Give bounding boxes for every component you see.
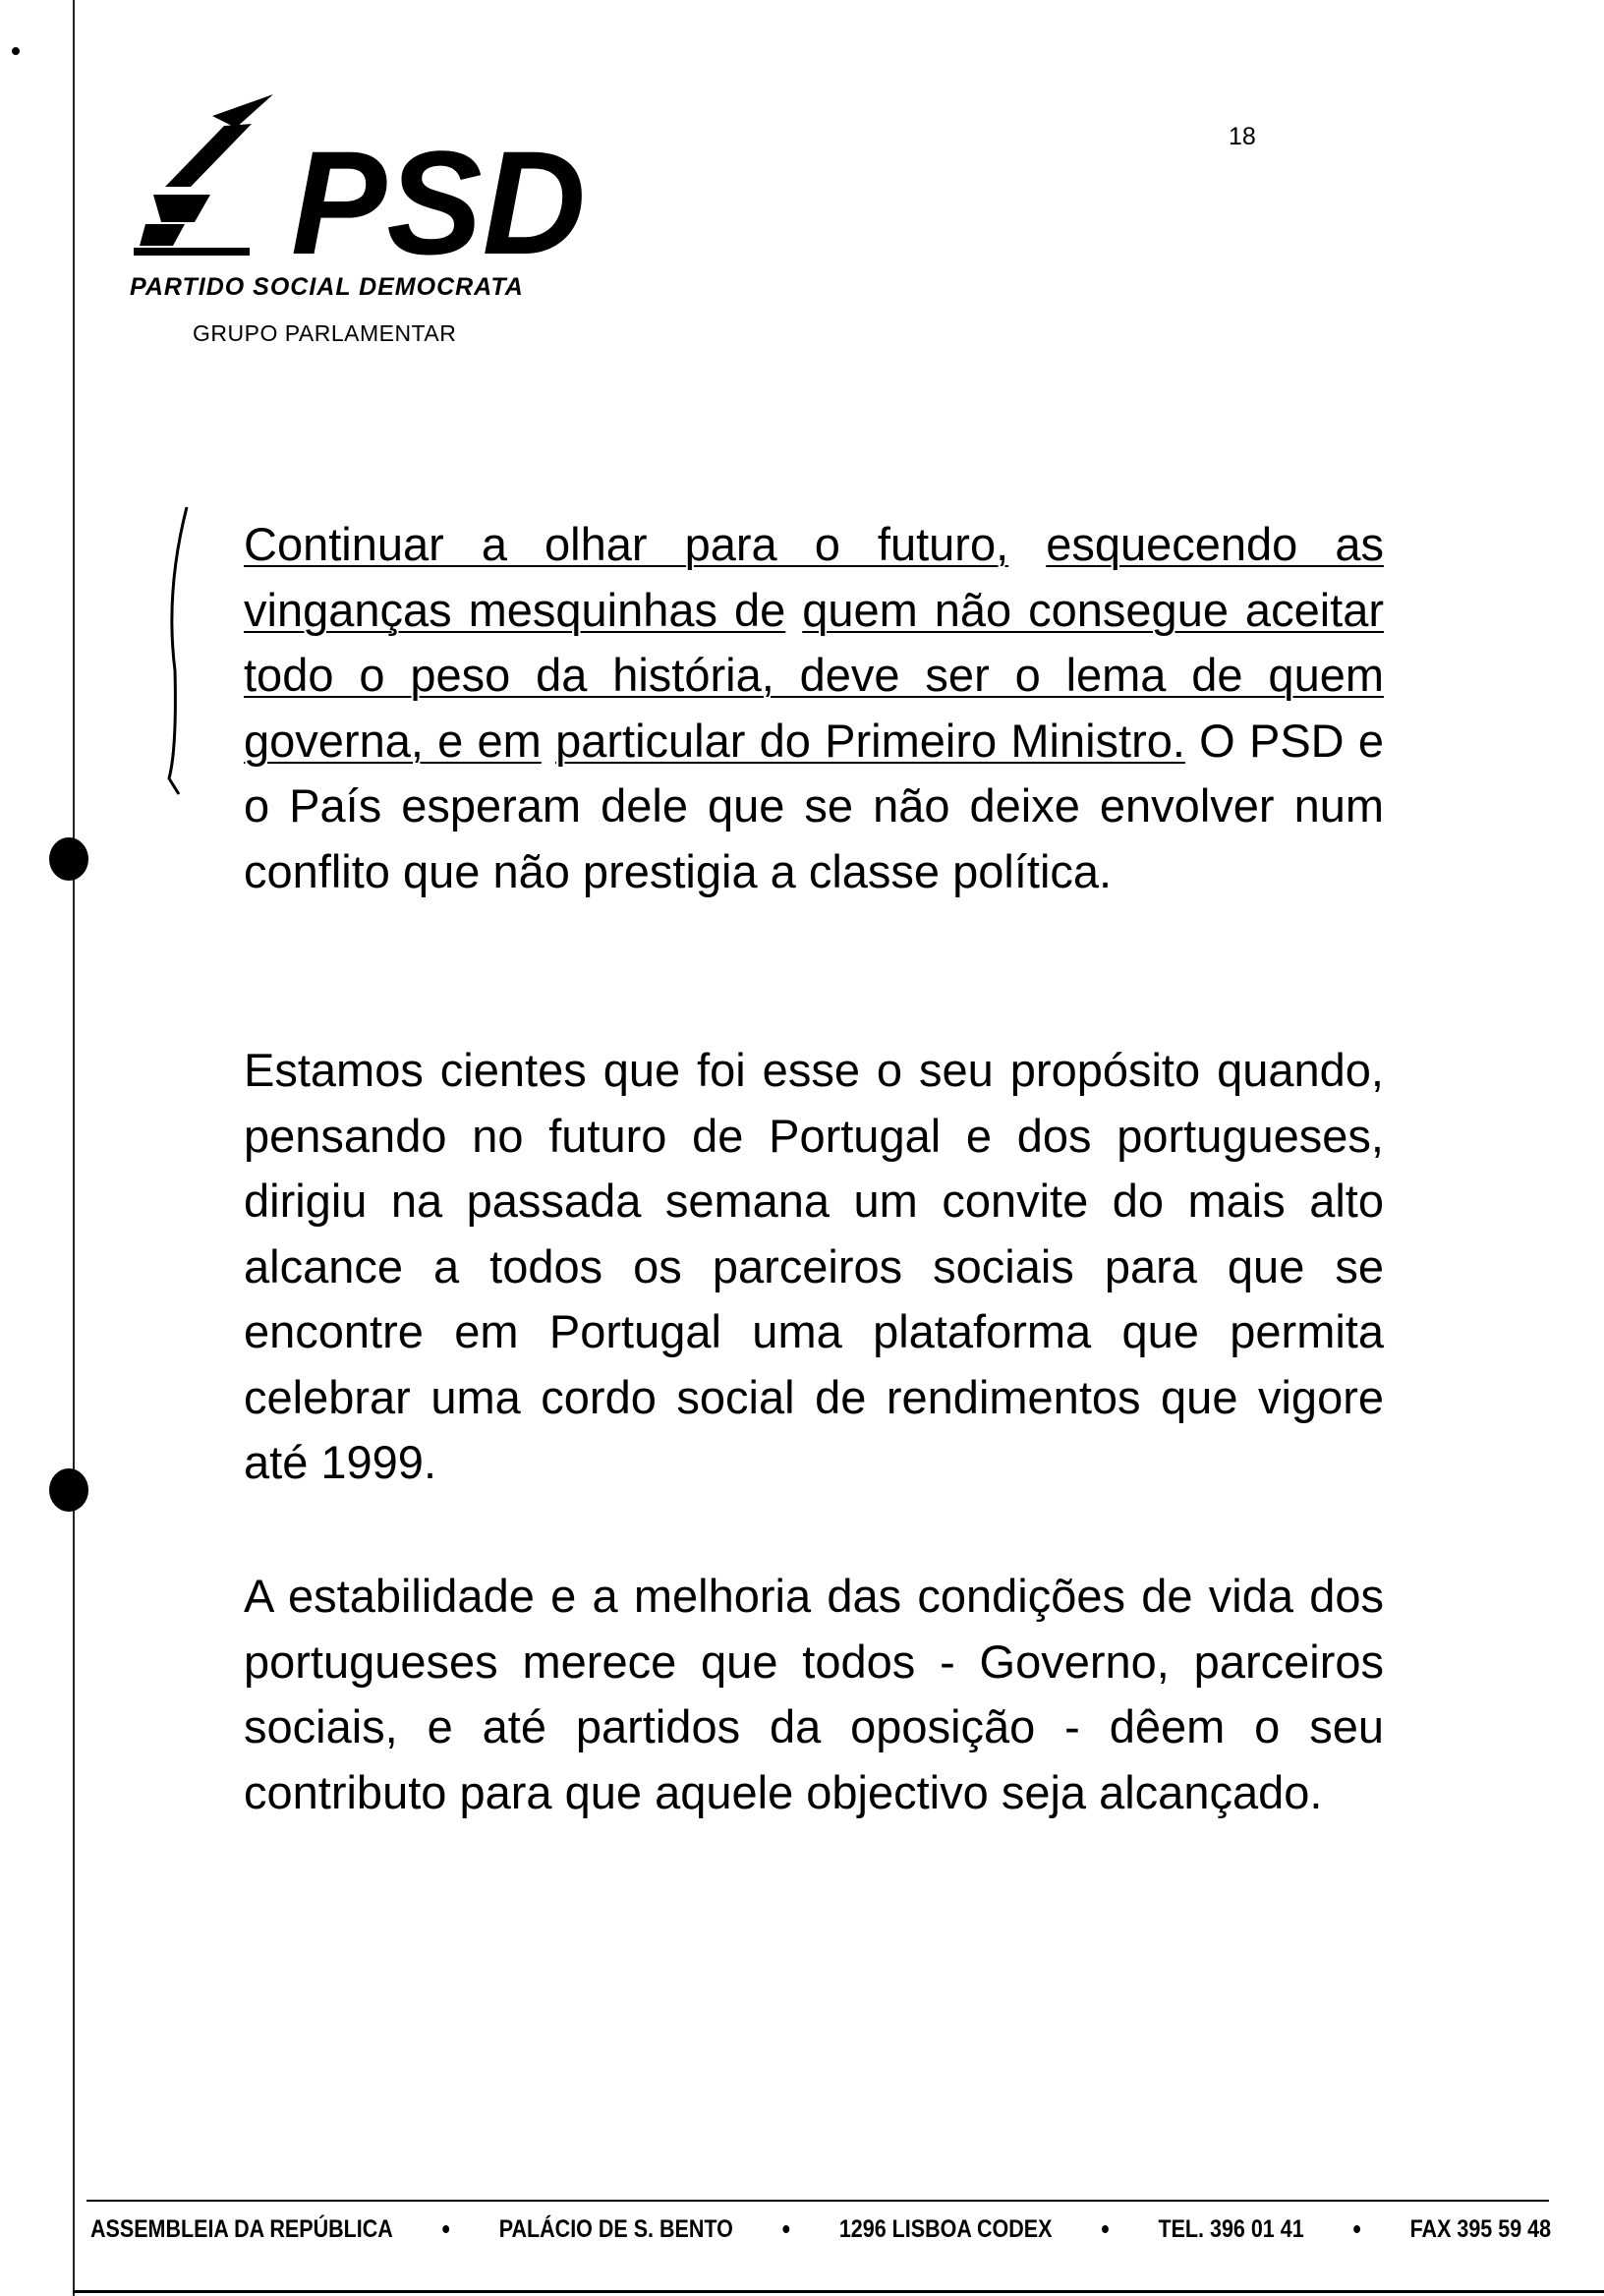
footer-item: 1296 LISBOA CODEX — [838, 2214, 1053, 2243]
footer-separator: • — [1101, 2213, 1110, 2244]
footer-separator: • — [781, 2213, 791, 2244]
left-margin-line — [73, 0, 75, 2296]
paragraph-3: A estabilidade e a melhoria das condições de vida dos portugueses merece que todos - Governo, parceiros sociais, e até partidos da oposição - dêem o seu contributo para que aquele objectivo seja alcançado. — [244, 1570, 1384, 1818]
page-number: 18 — [1229, 123, 1256, 150]
logo-text: PSD — [291, 120, 586, 268]
margin-bracket-mark — [163, 503, 202, 798]
footer-address — [90, 2213, 1551, 2245]
footer-item: PALÁCIO DE S. BENTO — [498, 2214, 733, 2243]
footer-separator: • — [1352, 2213, 1361, 2244]
footer-item: FAX 395 59 48 — [1409, 2214, 1552, 2243]
psd-arrow-icon — [134, 94, 273, 256]
paragraph-2: Estamos cientes que foi esse o seu propósito quando, pensando no futuro de Portugal e dos portugueses, dirigiu na passada semana um convite do mais alto alcance a todos os parceiros sociais para que se encontre em Portugal uma plataforma que permita celebrar uma cordo social de rendimentos que vigore até 1999. — [244, 1044, 1384, 1488]
footer-rule — [86, 2200, 1549, 2202]
underlined-phrase: particular do Primeiro Ministro. — [555, 714, 1185, 767]
footer-item: TEL. 396 01 41 — [1158, 2214, 1304, 2243]
footer-item: ASSEMBLEIA DA REPÚBLICA — [90, 2214, 393, 2243]
footer-separator: • — [441, 2213, 450, 2244]
punch-hole-top — [49, 837, 88, 881]
paragraph-1 — [244, 512, 1384, 904]
bottom-edge-line — [73, 2290, 1604, 2293]
underlined-phrase: esquecendo as vinganças mesquinhas de — [244, 518, 1385, 636]
parliamentary-group: GRUPO PARLAMENTAR — [193, 320, 457, 346]
party-name: PARTIDO SOCIAL DEMOCRATA — [130, 273, 524, 301]
punch-hole-bottom — [49, 1468, 88, 1512]
psd-logo — [126, 77, 617, 268]
underlined-phrase: quem não consegue aceitar todo o peso da história, deve ser o lema de quem governa, e em — [244, 583, 1384, 767]
underlined-phrase: Continuar a olhar para o futuro, — [244, 518, 1009, 570]
scan-speck — [12, 47, 20, 55]
plain-text: O PSD e o País esperam dele que se não deixe envolver num conflito que não prestigia a classe política. — [244, 714, 1385, 897]
